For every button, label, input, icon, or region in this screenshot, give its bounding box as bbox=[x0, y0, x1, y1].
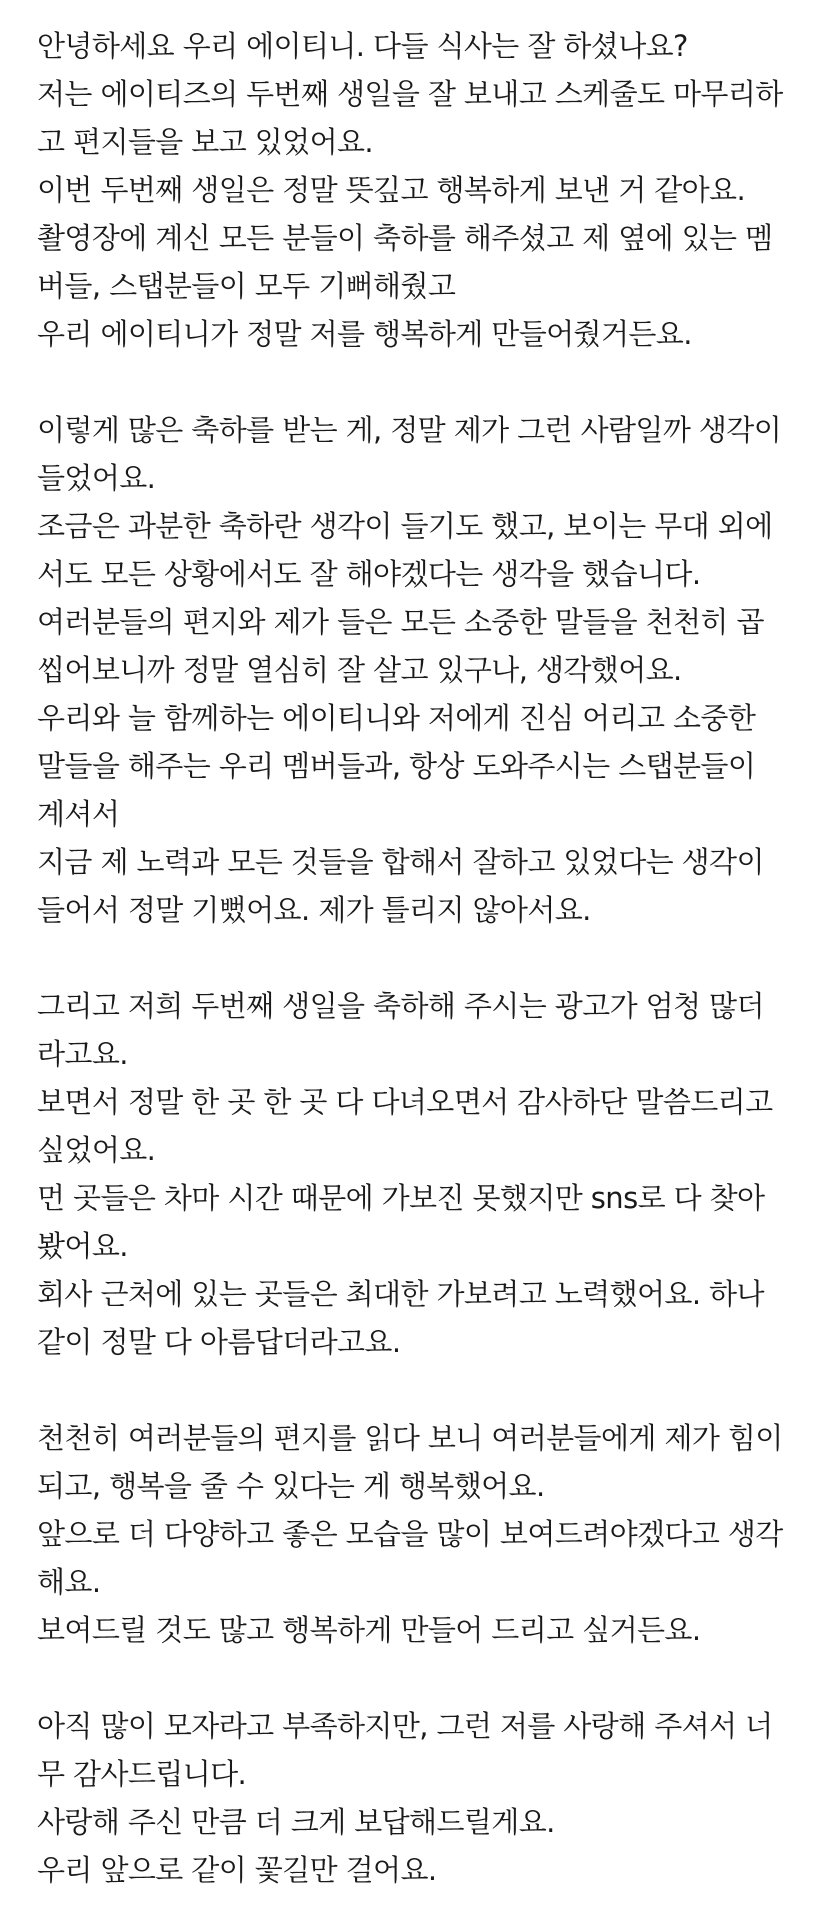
text-line: 보여드릴 것도 많고 행복하게 만들어 드리고 싶거든요. bbox=[37, 1613, 701, 1647]
paragraph-2 bbox=[37, 406, 797, 934]
text-line: 계셔서 bbox=[37, 797, 120, 831]
text-line: 라고요. bbox=[37, 1037, 128, 1071]
text-line: 사랑해 주신 만큼 더 크게 보답해드릴게요. bbox=[37, 1805, 555, 1839]
text-line: 안녕하세요 우리 에이티니. 다들 식사는 잘 하셨나요? bbox=[37, 29, 688, 63]
text-line: 여러분들의 편지와 제가 들은 모든 소중한 말들을 천천히 곱 bbox=[37, 605, 764, 639]
text-line: 이렇게 많은 축하를 받는 게, 정말 제가 그런 사람일까 생각이 bbox=[37, 413, 782, 447]
paragraph-3 bbox=[37, 982, 797, 1366]
text-line: 들어서 정말 기뻤어요. 제가 틀리지 않아서요. bbox=[37, 893, 591, 927]
paragraph-1 bbox=[37, 22, 797, 358]
text-line: 저는 에이티즈의 두번째 생일을 잘 보내고 스케줄도 마무리하 bbox=[37, 77, 783, 111]
text-line: 천천히 여러분들의 편지를 읽다 보니 여러분들에게 제가 힘이 bbox=[37, 1421, 783, 1455]
text-line: 무 감사드립니다. bbox=[37, 1757, 247, 1791]
text-line: 싶었어요. bbox=[37, 1133, 156, 1167]
text-line: 그리고 저희 두번째 생일을 축하해 주시는 광고가 엄청 많더 bbox=[37, 989, 764, 1023]
text-line: 봤어요. bbox=[37, 1229, 128, 1263]
text-line: 씹어보니까 정말 열심히 잘 살고 있구나, 생각했어요. bbox=[37, 653, 682, 687]
text-line: 고 편지들을 보고 있었어요. bbox=[37, 125, 374, 159]
text-line: 먼 곳들은 차마 시간 때문에 가보진 못했지만 sns로 다 찾아 bbox=[37, 1181, 765, 1215]
paragraph-gap bbox=[37, 358, 797, 406]
text-line: 서도 모든 상황에서도 잘 해야겠다는 생각을 했습니다. bbox=[37, 557, 701, 591]
text-line: 보면서 정말 한 곳 한 곳 다 다녀오면서 감사하단 말씀드리고 bbox=[37, 1085, 773, 1119]
text-line: 아직 많이 모자라고 부족하지만, 그런 저를 사랑해 주셔서 너 bbox=[37, 1709, 773, 1743]
text-line: 해요. bbox=[37, 1565, 101, 1599]
text-line: 앞으로 더 다양하고 좋은 모습을 많이 보여드려야겠다고 생각 bbox=[37, 1517, 783, 1551]
paragraph-gap bbox=[37, 1366, 797, 1414]
text-line: 되고, 행복을 줄 수 있다는 게 행복했어요. bbox=[37, 1469, 545, 1503]
text-line: 우리와 늘 함께하는 에이티니와 저에게 진심 어리고 소중한 bbox=[37, 701, 756, 735]
paragraph-gap bbox=[37, 934, 797, 982]
text-line: 조금은 과분한 축하란 생각이 들기도 했고, 보이는 무대 외에 bbox=[37, 509, 773, 543]
text-line: 말들을 해주는 우리 멤버들과, 항상 도와주시는 스탭분들이 bbox=[37, 749, 756, 783]
text-line: 이번 두번째 생일은 정말 뜻깊고 행복하게 보낸 거 같아요. bbox=[37, 173, 746, 207]
text-line: 회사 근처에 있는 곳들은 최대한 가보려고 노력했어요. 하나 bbox=[37, 1277, 764, 1311]
text-line: 같이 정말 다 아름답더라고요. bbox=[37, 1325, 401, 1359]
text-line: 우리 에이티니가 정말 저를 행복하게 만들어줬거든요. bbox=[37, 317, 692, 351]
text-line: 촬영장에 계신 모든 분들이 축하를 해주셨고 제 옆에 있는 멤 bbox=[37, 221, 773, 255]
text-line: 들었어요. bbox=[37, 461, 156, 495]
paragraph-gap bbox=[37, 1654, 797, 1702]
paragraph-5 bbox=[37, 1702, 797, 1894]
text-line: 지금 제 노력과 모든 것들을 합해서 잘하고 있었다는 생각이 bbox=[37, 845, 764, 879]
text-line: 우리 앞으로 같이 꽃길만 걸어요. bbox=[37, 1853, 437, 1887]
paragraph-4 bbox=[37, 1414, 797, 1654]
text-line: 버들, 스탭분들이 모두 기뻐해줬고 bbox=[37, 269, 456, 303]
letter-text bbox=[37, 22, 797, 1894]
